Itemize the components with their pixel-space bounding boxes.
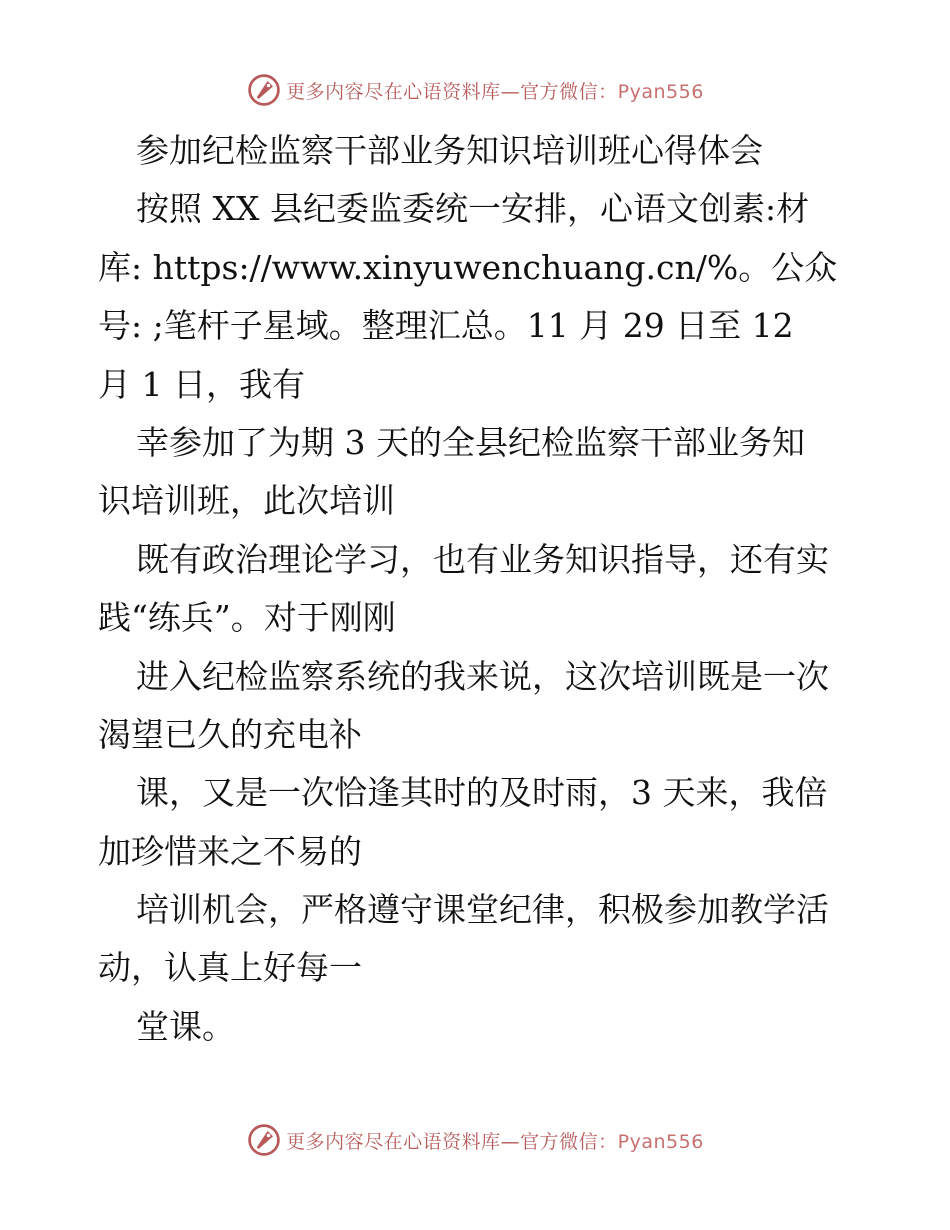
footer-banner <box>0 1120 950 1160</box>
paragraph-line: 月 1 日，我有 <box>98 364 305 404</box>
header-banner <box>0 70 950 110</box>
paragraph-line: 进入纪检监察系统的我来说，这次培训既是一次 <box>136 656 829 696</box>
paragraph-line: 加珍惜来之不易的 <box>98 831 362 871</box>
paragraph-line: 按照 XX 县纪委监委统一安排，心语文创素:材 <box>136 189 810 229</box>
paragraph-line: 号: ;笔杆子星域。整理汇总。11 月 29 日至 12 <box>98 306 794 346</box>
footer-banner-text <box>286 1127 704 1154</box>
paragraph-line: 培训机会，严格遵守课堂纪律，积极参加教学活 <box>136 890 829 930</box>
paragraph-line: 课，又是一次恰逢其时的及时雨，3 天来，我倍 <box>136 773 828 813</box>
paragraph-line: 践“练兵”。对于刚刚 <box>98 598 396 638</box>
footer-banner-label: 更多内容尽在心语资料库—官方微信： <box>286 1130 618 1153</box>
header-banner-text <box>286 77 704 104</box>
paragraph-line: 堂课。 <box>136 1006 235 1046</box>
paragraph-line: 幸参加了为期 3 天的全县纪检监察干部业务知 <box>136 422 805 462</box>
header-wechat-id: Pyan556 <box>617 80 704 103</box>
header-banner-label: 更多内容尽在心语资料库—官方微信： <box>286 80 618 103</box>
pen-nib-icon <box>246 72 282 108</box>
paragraph-line: 既有政治理论学习，也有业务知识指导，还有实 <box>136 539 829 579</box>
document-title: 参加纪检监察干部业务知识培训班心得体会 <box>136 131 763 170</box>
footer-wechat-id: Pyan556 <box>617 1130 704 1153</box>
paragraph-line: 渴望已久的充电补 <box>98 714 362 754</box>
paragraph-line: 识培训班，此次培训 <box>98 481 395 521</box>
pen-nib-icon <box>246 1122 282 1158</box>
paragraph-line: 库: https://www.xinyuwenchuang.cn/%。公众 <box>98 247 838 287</box>
document-body <box>98 122 858 1056</box>
paragraph-line: 动，认真上好每一 <box>98 948 362 988</box>
